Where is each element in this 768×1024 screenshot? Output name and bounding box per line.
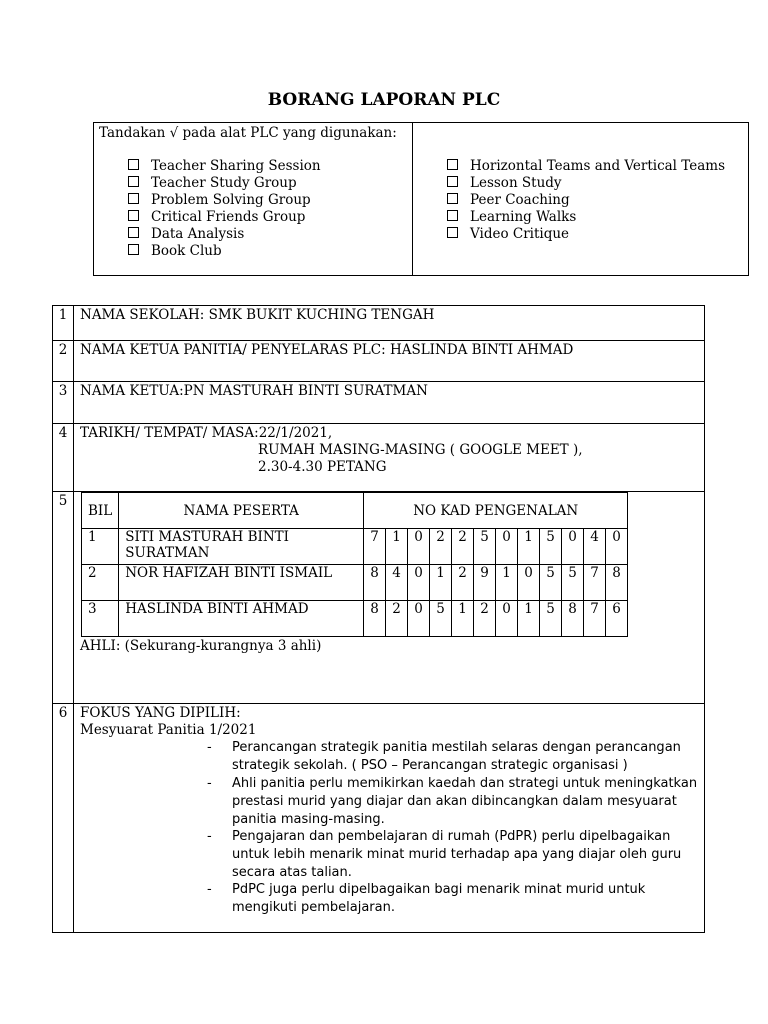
checkbox-icon[interactable]	[447, 159, 458, 170]
date-place-time: TARIKH/ TEMPAT/ MASA:22/1/2021,	[80, 425, 333, 441]
name-cell: NOR HAFIZAH BINTI ISMAIL	[119, 565, 364, 601]
table-border	[52, 305, 705, 306]
focus-point-text: Ahli panitia perlu memikirkan kaedah dan strategi untuk meningkatkan prestasi murid yang diajar dan akan dibincangkan dalam mesyuarat panitia masing-masing.	[232, 776, 698, 827]
instruction-text: Tandakan √ pada alat PLC yang digunakan:	[99, 125, 397, 141]
tool-label: Peer Coaching	[470, 192, 570, 208]
tool-label: Horizontal Teams and Vertical Teams	[470, 158, 726, 174]
ic-digit: 1	[386, 529, 408, 565]
dash-icon: -	[207, 829, 212, 844]
bil-cell: 2	[82, 565, 119, 601]
meeting-time: 2.30-4.30 PETANG	[258, 459, 387, 475]
ic-digit: 0	[408, 529, 430, 565]
checkbox-icon[interactable]	[447, 210, 458, 221]
dash-icon: -	[207, 776, 212, 791]
tool-label: Critical Friends Group	[151, 209, 306, 225]
ic-digit: 0	[408, 601, 430, 637]
ic-digit: 2	[452, 529, 474, 565]
tool-option[interactable]	[447, 192, 570, 209]
ic-digit: 8	[364, 565, 386, 601]
tool-label: Teacher Sharing Session	[151, 158, 321, 174]
checkbox-icon[interactable]	[128, 159, 139, 170]
tool-option[interactable]	[447, 209, 576, 226]
ic-digit: 5	[474, 529, 496, 565]
table-border	[52, 932, 705, 933]
header-nama: NAMA PESERTA	[119, 493, 364, 529]
tool-option[interactable]	[447, 175, 562, 192]
tool-option[interactable]	[128, 226, 244, 243]
row-number: 2	[58, 342, 68, 358]
ic-digit: 8	[562, 601, 584, 637]
number-column-divider	[73, 305, 74, 933]
ic-digit: 1	[518, 529, 540, 565]
ic-digit: 1	[452, 601, 474, 637]
ic-digit: 2	[386, 601, 408, 637]
focus-heading: FOKUS YANG DIPILIH:	[80, 705, 241, 721]
focus-point-text: Pengajaran dan pembelajaran di rumah (PdPR) perlu dipelbagaikan untuk lebih menarik minat murid terhadap apa yang diajar oleh guru secara atas talian.	[232, 829, 682, 880]
checkbox-icon[interactable]	[128, 227, 139, 238]
panel-head-name: NAMA KETUA PANITIA/ PENYELARAS PLC: HASLINDA BINTI AHMAD	[80, 342, 574, 358]
ic-digit: 1	[518, 601, 540, 637]
checkbox-icon[interactable]	[447, 193, 458, 204]
ic-digit: 1	[496, 565, 518, 601]
row-number: 6	[58, 705, 68, 721]
dash-icon: -	[207, 740, 212, 755]
checkbox-icon[interactable]	[447, 176, 458, 187]
tool-label: Lesson Study	[470, 175, 562, 191]
row-number: 4	[58, 425, 68, 441]
ic-digit: 7	[584, 565, 606, 601]
ic-digit: 0	[606, 529, 628, 565]
table-row	[82, 565, 628, 601]
ic-digit: 0	[518, 565, 540, 601]
tool-option[interactable]	[128, 158, 321, 175]
row-divider	[52, 381, 705, 382]
ic-digit: 0	[496, 529, 518, 565]
tool-label: Teacher Study Group	[151, 175, 297, 191]
tool-option[interactable]	[128, 175, 297, 192]
plc-tools-box	[93, 122, 749, 276]
participants-table	[81, 492, 628, 637]
ic-digit: 5	[540, 529, 562, 565]
tool-option[interactable]	[128, 243, 222, 260]
tool-label: Problem Solving Group	[151, 192, 311, 208]
tool-option[interactable]	[128, 209, 305, 226]
checkbox-icon[interactable]	[128, 210, 139, 221]
ic-digit: 5	[540, 565, 562, 601]
checkbox-icon[interactable]	[128, 244, 139, 255]
tool-label: Learning Walks	[470, 209, 577, 225]
focus-point-text: Perancangan strategik panitia mestilah selaras dengan perancangan strategik sekolah. ( PSO – Perancangan strategic organisasi )	[232, 740, 681, 773]
tool-label: Video Critique	[470, 226, 570, 242]
ic-digit: 4	[584, 529, 606, 565]
focus-point-text: PdPC juga perlu dipelbagaikan bagi menarik minat murid untuk mengikuti pembelajaran.	[232, 882, 646, 915]
tool-option[interactable]	[447, 226, 569, 243]
ic-digit: 2	[430, 529, 452, 565]
tool-option[interactable]	[447, 158, 725, 175]
bil-cell: 1	[82, 529, 119, 565]
ic-digit: 9	[474, 565, 496, 601]
ic-digit: 2	[452, 565, 474, 601]
meeting-place: RUMAH MASING-MASING ( GOOGLE MEET ),	[258, 442, 583, 458]
row-number: 1	[58, 307, 68, 323]
school-name: NAMA SEKOLAH: SMK BUKIT KUCHING TENGAH	[80, 307, 435, 323]
row-number: 5	[58, 493, 68, 509]
row-divider	[52, 703, 705, 704]
ic-digit: 7	[364, 529, 386, 565]
members-note: AHLI: (Sekurang-kurangnya 3 ahli)	[80, 638, 322, 654]
ic-digit: 5	[430, 601, 452, 637]
ic-digit: 5	[562, 565, 584, 601]
name-cell: SITI MASTURAH BINTI SURATMAN	[119, 529, 364, 565]
row-divider	[52, 340, 705, 341]
checkbox-icon[interactable]	[128, 193, 139, 204]
ic-digit: 6	[606, 601, 628, 637]
dash-icon: -	[207, 882, 212, 897]
ic-digit: 2	[474, 601, 496, 637]
checkbox-icon[interactable]	[447, 227, 458, 238]
ic-digit: 0	[408, 565, 430, 601]
checkbox-icon[interactable]	[128, 176, 139, 187]
report-form-table	[52, 305, 705, 933]
ic-digit: 0	[496, 601, 518, 637]
table-row	[82, 529, 628, 565]
ic-digit: 8	[364, 601, 386, 637]
bil-cell: 3	[82, 601, 119, 637]
name-cell: HASLINDA BINTI AHMAD	[119, 601, 364, 637]
column-divider	[412, 123, 413, 275]
header-bil: BIL	[82, 493, 119, 529]
table-border	[52, 305, 53, 933]
ic-digit: 4	[386, 565, 408, 601]
focus-subheading: Mesyuarat Panitia 1/2021	[80, 722, 257, 738]
chair-name: NAMA KETUA:PN MASTURAH BINTI SURATMAN	[80, 383, 428, 399]
row-number: 3	[58, 383, 68, 399]
row-divider	[52, 423, 705, 424]
tool-label: Book Club	[151, 243, 222, 259]
tool-label: Data Analysis	[151, 226, 245, 242]
ic-digit: 5	[540, 601, 562, 637]
table-row	[82, 601, 628, 637]
header-ic: NO KAD PENGENALAN	[364, 493, 628, 529]
form-title: BORANG LAPORAN PLC	[267, 90, 501, 110]
ic-digit: 8	[606, 565, 628, 601]
tool-option[interactable]	[128, 192, 311, 209]
ic-digit: 0	[562, 529, 584, 565]
ic-digit: 7	[584, 601, 606, 637]
ic-digit: 1	[430, 565, 452, 601]
